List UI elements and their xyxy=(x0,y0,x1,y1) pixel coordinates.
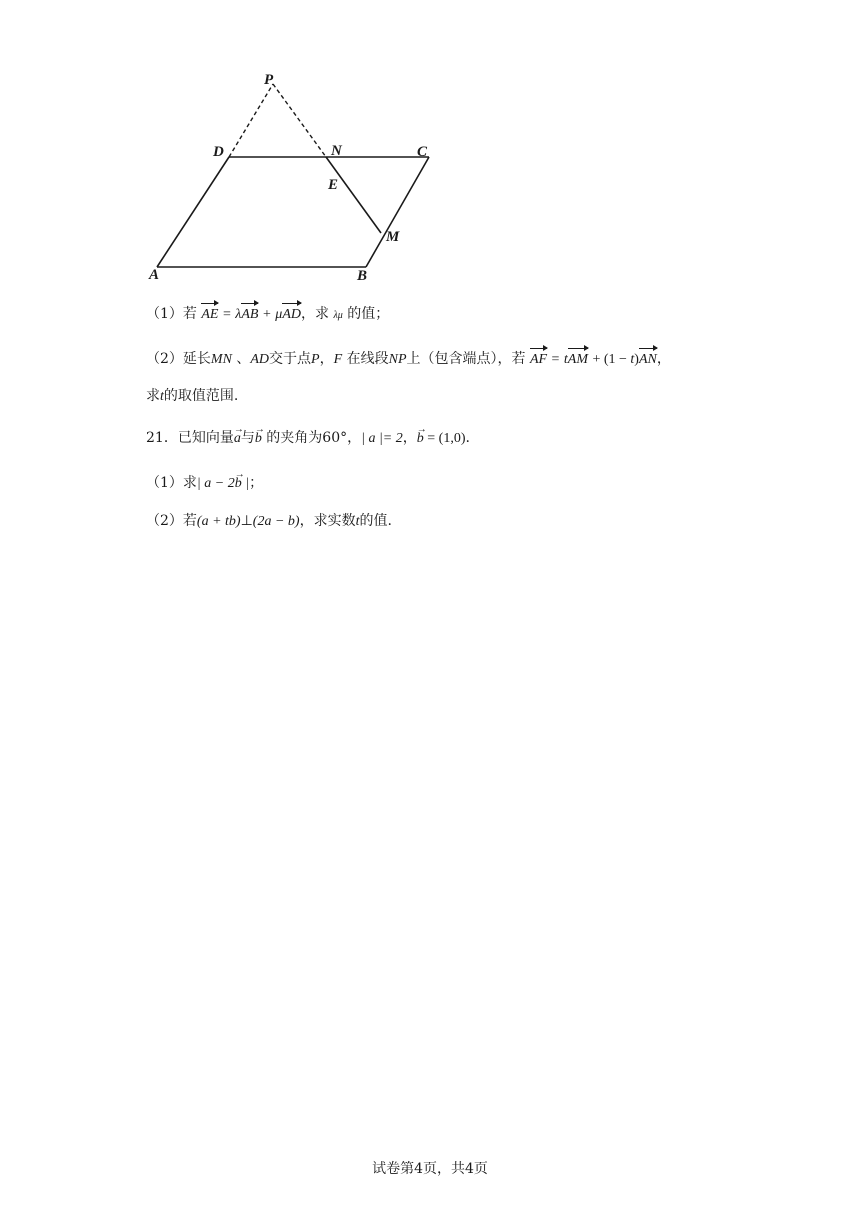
q21-part2-prefix: （2）若 xyxy=(146,513,197,529)
expr-2a-minus-b: (2a − b) xyxy=(252,514,300,529)
q20-part2-t1: 交于点 xyxy=(269,351,312,367)
label-a: A xyxy=(149,267,160,283)
segment-cb xyxy=(366,157,429,267)
q21-part1 xyxy=(146,473,263,494)
segment-ad-text: AD xyxy=(250,352,270,367)
expr-a-plus-tb: (a + tb) xyxy=(196,514,241,529)
label-b: B xyxy=(357,268,368,284)
vector-am: AM xyxy=(568,347,588,370)
lambda: λ xyxy=(235,307,242,322)
q21-angle: 的夹角为60°， xyxy=(266,430,362,446)
vector-b-2: → b xyxy=(417,429,424,449)
label-d: D xyxy=(213,144,224,160)
abs-a: | a |= 2 xyxy=(361,431,403,446)
q20-part1 xyxy=(146,302,389,326)
equals-sign-2: = xyxy=(551,352,560,367)
vector-ad: AD xyxy=(282,302,301,325)
q20-part2-t2: ， xyxy=(319,351,334,367)
vector-b-3: → b xyxy=(235,474,242,494)
segment-nm xyxy=(326,157,381,233)
q21-part2-mid: ，求实数 xyxy=(299,513,356,529)
vector-a: → a xyxy=(234,429,241,449)
geometry-figure xyxy=(140,68,450,286)
q20-part1-ask: ，求 xyxy=(301,306,329,322)
q20-part2-line2 xyxy=(146,386,238,407)
vector-ab: AB xyxy=(241,302,258,325)
q21-with: 与 xyxy=(240,430,255,446)
label-e: E xyxy=(328,177,339,193)
q21-number: 21．已知向量 xyxy=(146,430,234,446)
abs-expr-end: | xyxy=(241,476,250,491)
q20-part2 xyxy=(146,347,671,370)
label-c: C xyxy=(417,144,428,160)
q20-part2-t3: 在线段 xyxy=(346,351,389,367)
label-n: N xyxy=(331,143,342,159)
point-f-text: F xyxy=(333,352,343,367)
q21-part1-suffix: ； xyxy=(249,475,264,491)
q20-part1-suffix: 的值； xyxy=(347,306,390,322)
page-footer: 试卷第4页，共4页 xyxy=(372,1161,488,1177)
label-p: P xyxy=(264,72,274,88)
param-t-2: t xyxy=(630,352,635,367)
q20-part2-sep: 、 xyxy=(236,351,251,367)
q20-part1-prefix: （1）若 xyxy=(146,306,197,322)
vector-an: AN xyxy=(639,347,657,370)
vector-b: → b xyxy=(255,429,262,449)
close-paren: ) xyxy=(634,352,639,367)
plus-sign: + xyxy=(262,307,271,322)
q21-part2-suffix: 的值. xyxy=(359,513,392,529)
vector-af: AF xyxy=(530,347,547,370)
segment-mn-text: MN xyxy=(210,352,232,367)
param-t-4: t xyxy=(355,514,360,529)
dashed-pn xyxy=(273,84,326,157)
q21-part1-prefix: （1）求 xyxy=(146,475,197,491)
q20-part2-line2-suffix: 的取值范围. xyxy=(163,388,239,404)
perp-sign: ⊥ xyxy=(240,514,253,529)
b-value: = (1,0) xyxy=(423,431,466,446)
dashed-dp xyxy=(229,84,273,157)
lambda-mu: λμ xyxy=(333,310,343,321)
vector-ae: AE xyxy=(201,302,218,325)
segment-np-text: NP xyxy=(388,352,407,367)
plus-paren: + (1 − xyxy=(592,352,631,367)
segment-ad xyxy=(157,157,229,267)
q20-part2-t4: 上（包含端点），若 xyxy=(406,351,526,367)
q21-stem xyxy=(146,428,470,449)
q21-part2 xyxy=(146,511,392,532)
q21-end: . xyxy=(465,430,470,446)
label-m: M xyxy=(386,229,400,245)
q21-comma: ， xyxy=(402,430,417,446)
param-t-3: t xyxy=(160,389,164,404)
q20-part2-prefix: （2）延长 xyxy=(146,351,211,367)
q20-part2-end: ， xyxy=(656,351,671,367)
equals-sign: = xyxy=(222,307,231,322)
point-p-text: P xyxy=(311,352,320,367)
q20-part2-line2-prefix: 求 xyxy=(146,388,160,404)
mu: μ xyxy=(275,307,283,322)
param-t: t xyxy=(563,352,568,367)
abs-expr-a: | a − 2 xyxy=(196,476,235,491)
